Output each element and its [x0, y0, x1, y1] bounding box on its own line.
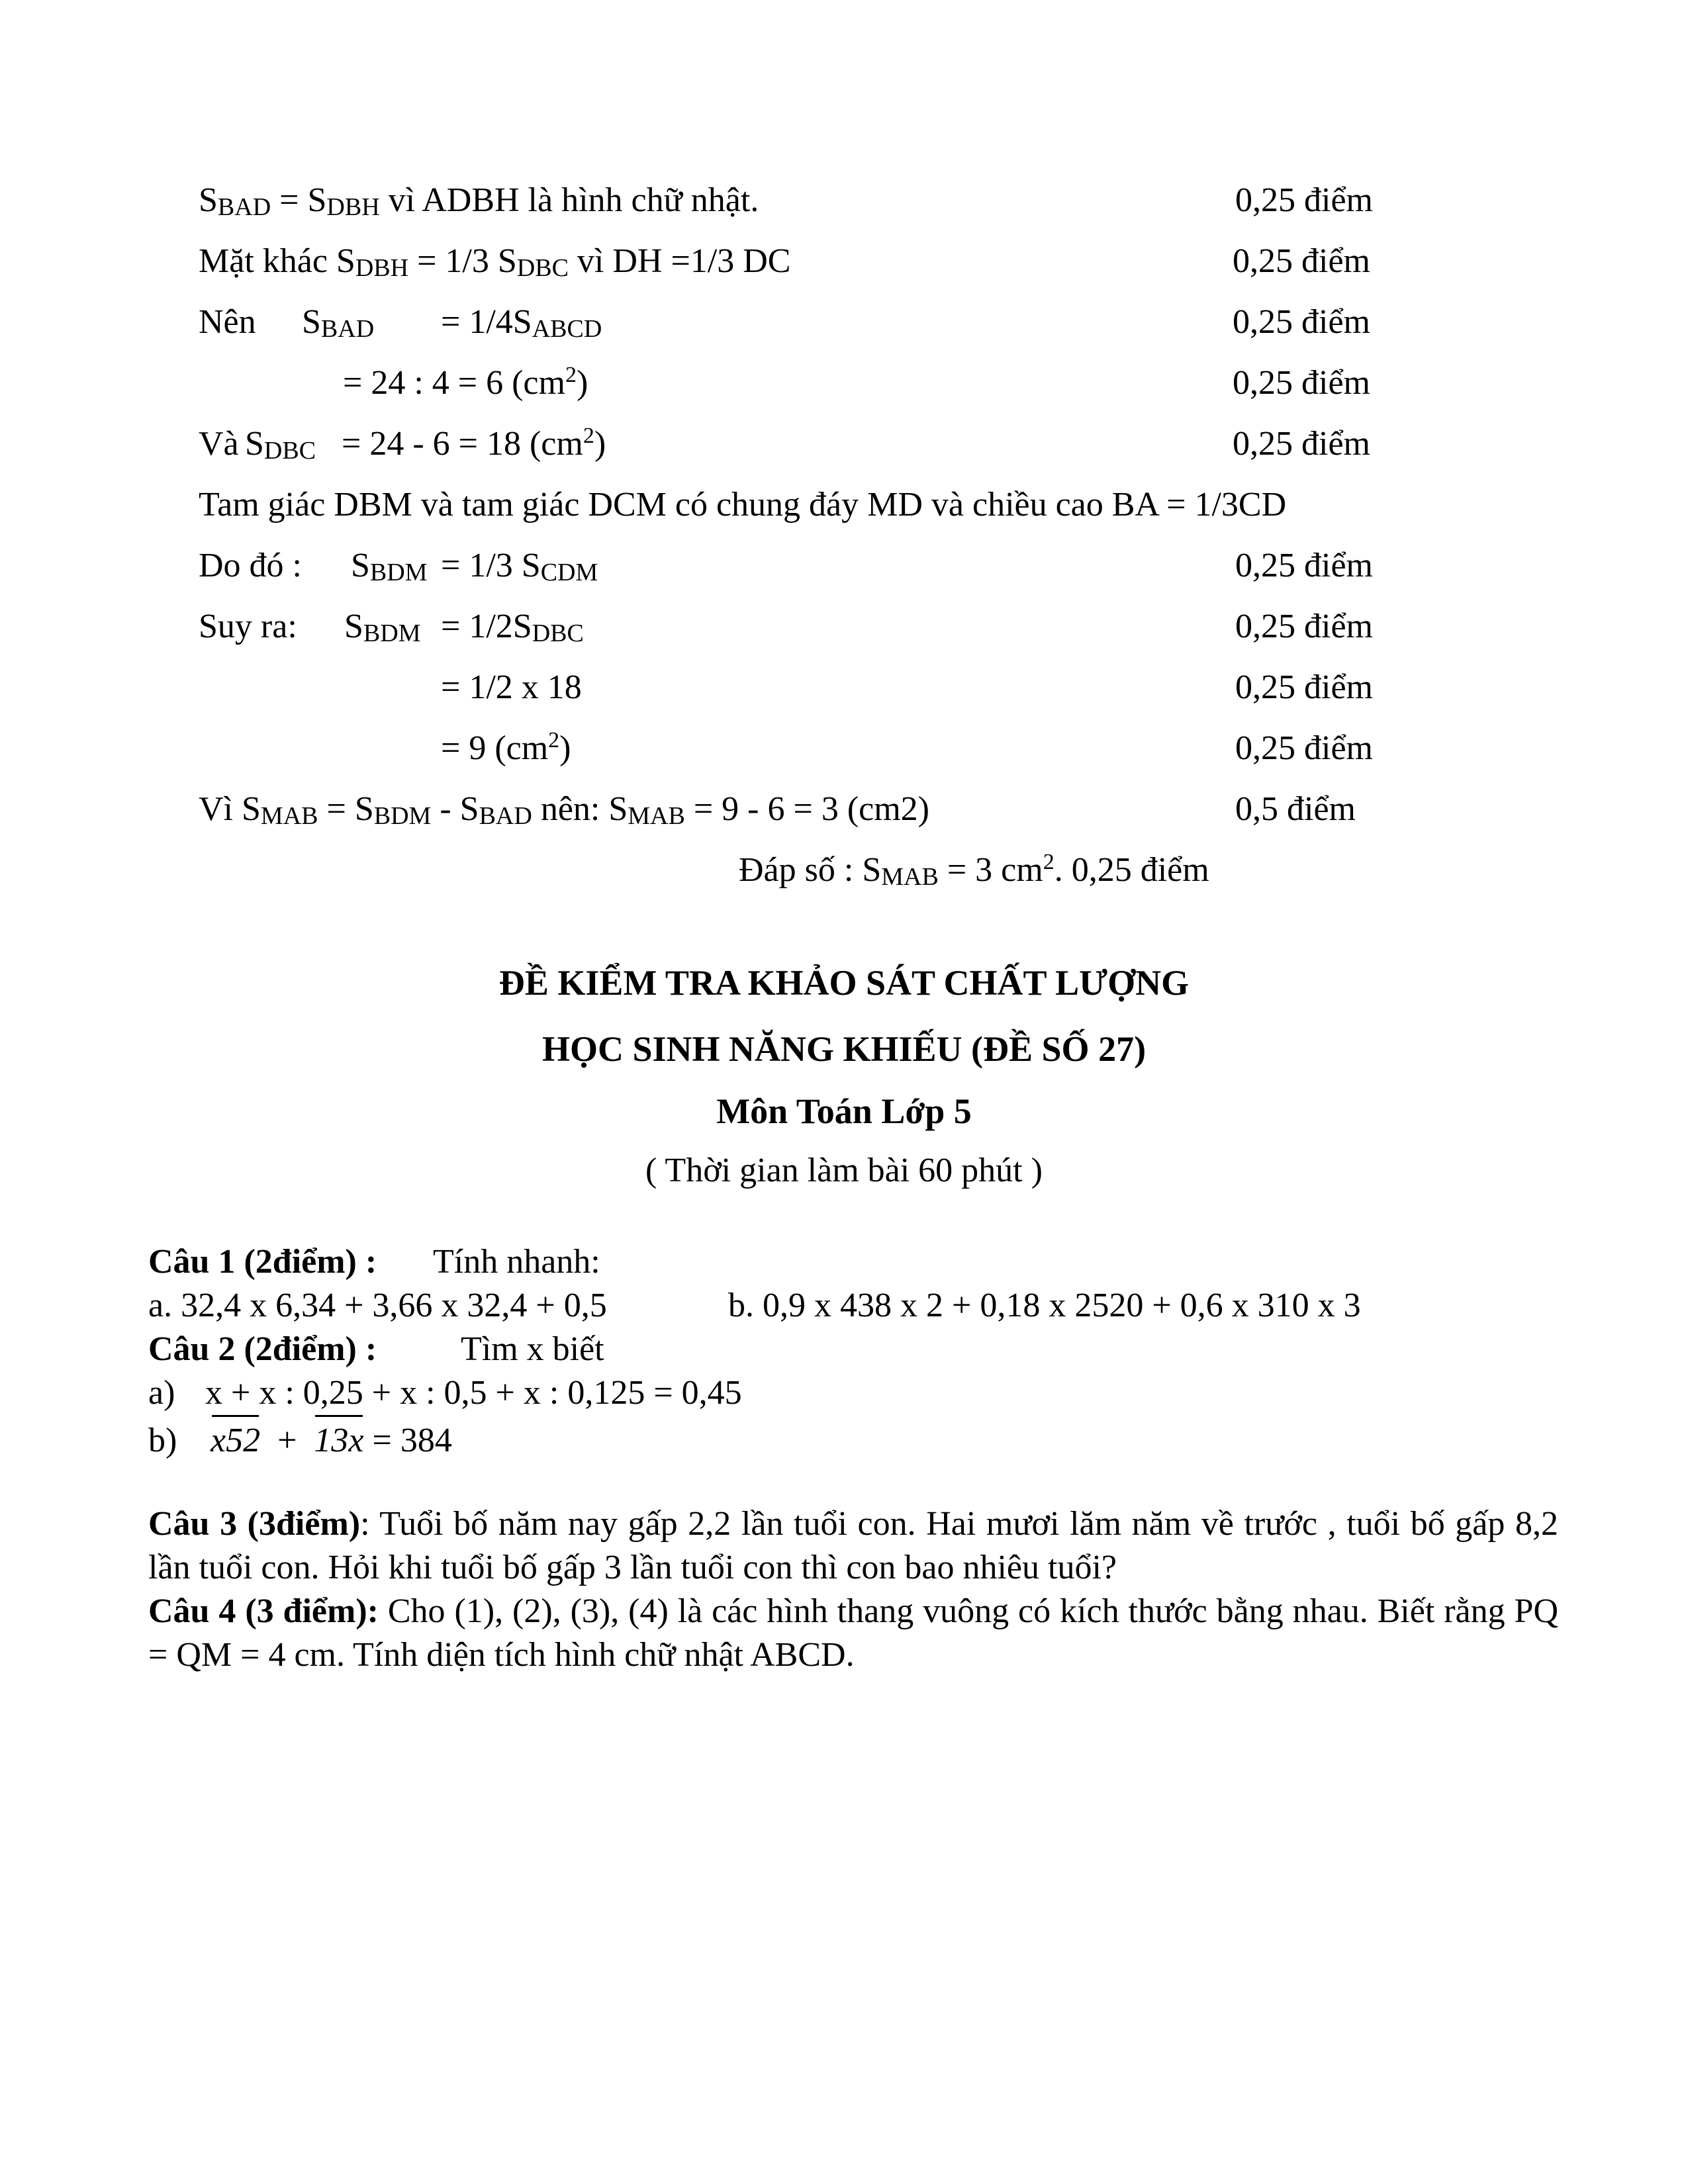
question-1b: b. 0,9 x 438 x 2 + 0,18 x 2520 + 0,6 x 310 x 3	[728, 1287, 1361, 1324]
points-label: 0,25 điểm	[1235, 729, 1373, 767]
question-3-text: : Tuổi bố năm nay gấp 2,2 lần tuổi con. Hai mươi lăm năm về trước , tuổi bố gấp 8,2 lần tuổi con. Hỏi khi tuổi bố gấp 3 lần tuổi con thì con bao nhiêu tuổi?	[148, 1505, 1558, 1586]
equation: = 24 : 4 = 6 $(cm^2)$	[343, 363, 588, 402]
area-symbol: $S_{DBC}$	[245, 425, 316, 465]
points-label: 0,25 điểm	[1235, 668, 1373, 706]
equation: = $1/2S_{DBC}$	[441, 608, 584, 647]
step-label: Suy ra:	[199, 608, 297, 645]
solution-line-text: Mặt khác $S_{DBH} = 1/3$ $S_{DBC}$ vì DH =1/3 DC	[199, 242, 791, 282]
solution-line-11	[0, 780, 1688, 839]
step-label: Và	[199, 425, 239, 463]
solution-line-7	[0, 536, 1688, 596]
exam-title-line-2: HỌC SINH NĂNG KHIẾU (ĐỀ SỐ 27)	[541, 1029, 1147, 1069]
final-answer	[0, 841, 1688, 900]
question-4-text: Cho (1), (2), (3), (4) là các hình thang vuông có kích thước bằng nhau. Biết rằng PQ = QM = 4 cm. Tính diện tích hình chữ nhật ABCD.	[148, 1592, 1558, 1674]
solution-line-10	[0, 719, 1688, 778]
exam-time: ( Thời gian làm bài 60 phút )	[645, 1152, 1043, 1189]
question-2a-label: a)	[148, 1374, 175, 1412]
solution-line-8	[0, 597, 1688, 657]
points-label: 0,25 điểm	[1235, 608, 1373, 645]
question-2b-equation: x52 + 13x = 384	[211, 1411, 452, 1471]
question-3-label: Câu 3 (3điểm)	[148, 1505, 361, 1543]
solution-line-text: Vì $S_{MAB} = S_{BDM} - S_{BAD}$ nên: $S_{MAB} = 9 - 6 = 3$ (cm2)	[199, 790, 929, 830]
points-label: 0,25 điểm	[1233, 364, 1370, 402]
points-label: 0,25 điểm	[1235, 181, 1373, 219]
question-2-label: Câu 2 (2điểm) :	[148, 1330, 377, 1368]
area-symbol: $S_{BAD}$	[302, 303, 375, 343]
question-2b-label: b)	[148, 1422, 177, 1459]
overlined-number-1: x52	[211, 1411, 260, 1471]
equation: = 1/2 x 18	[441, 668, 582, 706]
question-2a-equation: x + x : 0,25 + x : 0,5 + x : 0,125 = 0,45	[205, 1374, 742, 1412]
points-label: 0,25 điểm	[1233, 425, 1370, 463]
solution-line-3	[0, 293, 1688, 352]
question-4-label: Câu 4 (3 điểm):	[148, 1592, 379, 1630]
points-label: 0,25 điểm	[1233, 242, 1370, 280]
solution-line-2	[0, 232, 1688, 291]
step-label: Do đó :	[199, 547, 302, 584]
solution-line-text: Tam giác DBM và tam giác DCM có chung đáy MD và chiều cao BA = 1/3CD	[199, 486, 1287, 523]
question-1a: a. 32,4 x 6,34 + 3,66 x 32,4 + 0,5	[148, 1287, 607, 1324]
step-label: Nên	[199, 303, 256, 341]
question-4	[148, 1590, 1558, 1677]
final-answer-text: Đáp số : $S_{MAB} = 3$ $cm^2$. 0,25 điểm	[739, 850, 1209, 891]
area-symbol: $S_{BDM}$	[344, 608, 421, 647]
question-1-label: Câu 1 (2điểm) :	[148, 1243, 377, 1281]
solution-line-text: $S_{BAD} = S_{DBH}$ vì ADBH là hình chữ nhật.	[199, 181, 759, 221]
question-2b	[0, 1411, 1688, 1471]
exam-title-line-1: ĐỀ KIỂM TRA KHẢO SÁT CHẤT LƯỢNG	[498, 963, 1190, 1003]
solution-line-6	[0, 475, 1688, 535]
points-label: 0,25 điểm	[1235, 547, 1373, 584]
solution-line-5	[0, 414, 1688, 474]
solution-line-1	[0, 171, 1688, 230]
points-label: 0,5 điểm	[1235, 790, 1356, 828]
question-1-prompt: Tính nhanh:	[433, 1243, 600, 1281]
exam-subject: Môn Toán Lớp 5	[716, 1091, 972, 1131]
equation: = 24 - 6 = 18 $(cm^2)$	[342, 424, 606, 463]
overlined-number-2: 13x	[314, 1411, 363, 1471]
solution-line-4	[0, 353, 1688, 413]
equation: = $1/4S_{ABCD}$	[441, 303, 602, 343]
equation: = 9 $(cm^2)$	[441, 728, 571, 767]
area-symbol: $S_{BDM}$	[351, 547, 428, 586]
question-3	[148, 1502, 1558, 1590]
question-2-prompt: Tìm x biết	[461, 1330, 604, 1368]
points-label: 0,25 điểm	[1233, 303, 1370, 341]
solution-line-9	[0, 658, 1688, 717]
equation: = 1/3 $S_{CDM}$	[441, 547, 598, 586]
